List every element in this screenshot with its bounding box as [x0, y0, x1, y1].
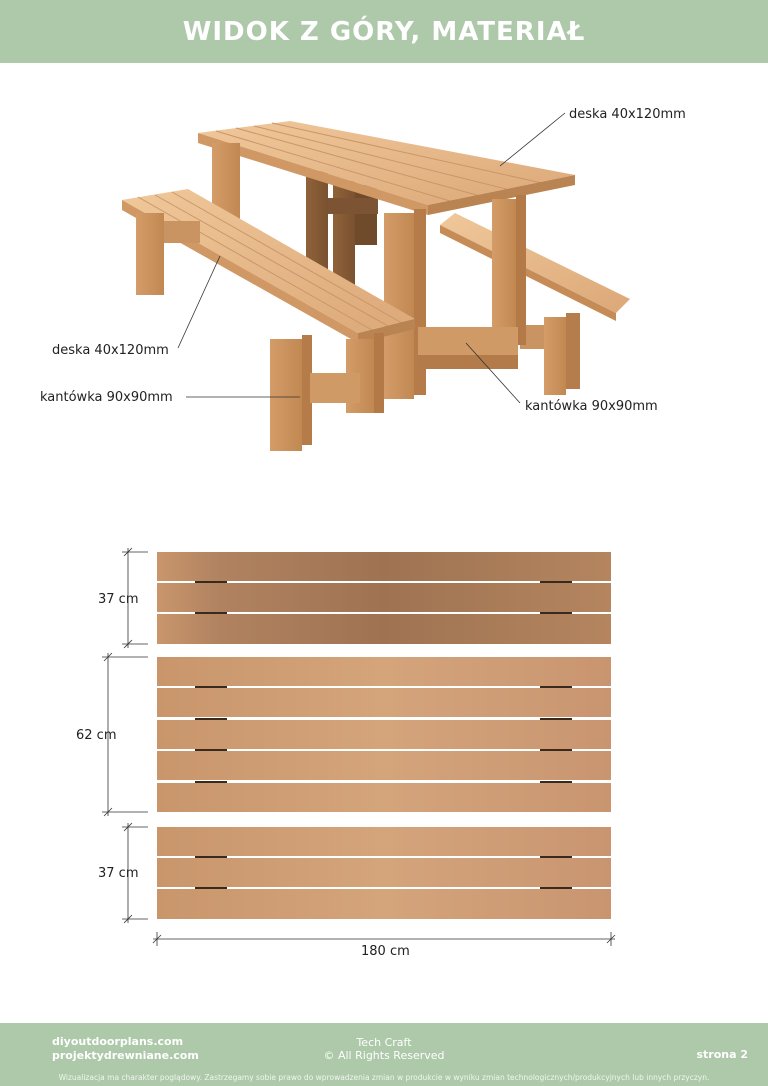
label-bench-post: kantówka 90x90mm — [40, 390, 173, 405]
dim-length: 180 cm — [361, 944, 410, 959]
dim-bench-top-width: 37 cm — [98, 592, 139, 607]
picnic-table-drawing — [0, 63, 768, 523]
footer-brand-block — [284, 1036, 484, 1062]
dim-bench-bottom-width: 37 cm — [98, 866, 139, 881]
dim-table-width: 62 cm — [76, 728, 117, 743]
footer-brand: Tech Craft — [356, 1036, 412, 1049]
footer-copyright: © All Rights Reserved — [323, 1049, 445, 1062]
page-number: strona 2 — [696, 1048, 748, 1061]
page-title: WIDOK Z GÓRY, MATERIAŁ — [182, 16, 586, 47]
bench-bottom-boards — [157, 827, 611, 919]
footer-disclaimer — [0, 1073, 768, 1082]
page-header — [0, 0, 768, 63]
label-table-post: kantówka 90x90mm — [525, 399, 658, 414]
label-bench-board: deska 40x120mm — [52, 343, 169, 358]
page-footer — [0, 1023, 768, 1086]
table-boards — [157, 657, 611, 812]
footer-sites — [52, 1035, 199, 1063]
footer-site-1: diyoutdoorplans.com — [52, 1035, 184, 1048]
label-top-board: deska 40x120mm — [569, 107, 686, 122]
footer-disclaimer-text: Wizualizacja ma charakter poglądowy. Zastrzegamy sobie prawo do wprowadzenia zmian w produkcie w wyniku zmian technologicznych/produkcyjnych lub innych przyczyn. — [58, 1073, 710, 1082]
bench-top-boards — [157, 552, 611, 644]
footer-site-2: projektydrewniane.com — [52, 1049, 199, 1062]
table-illustration — [0, 63, 768, 523]
top-view — [0, 530, 768, 970]
